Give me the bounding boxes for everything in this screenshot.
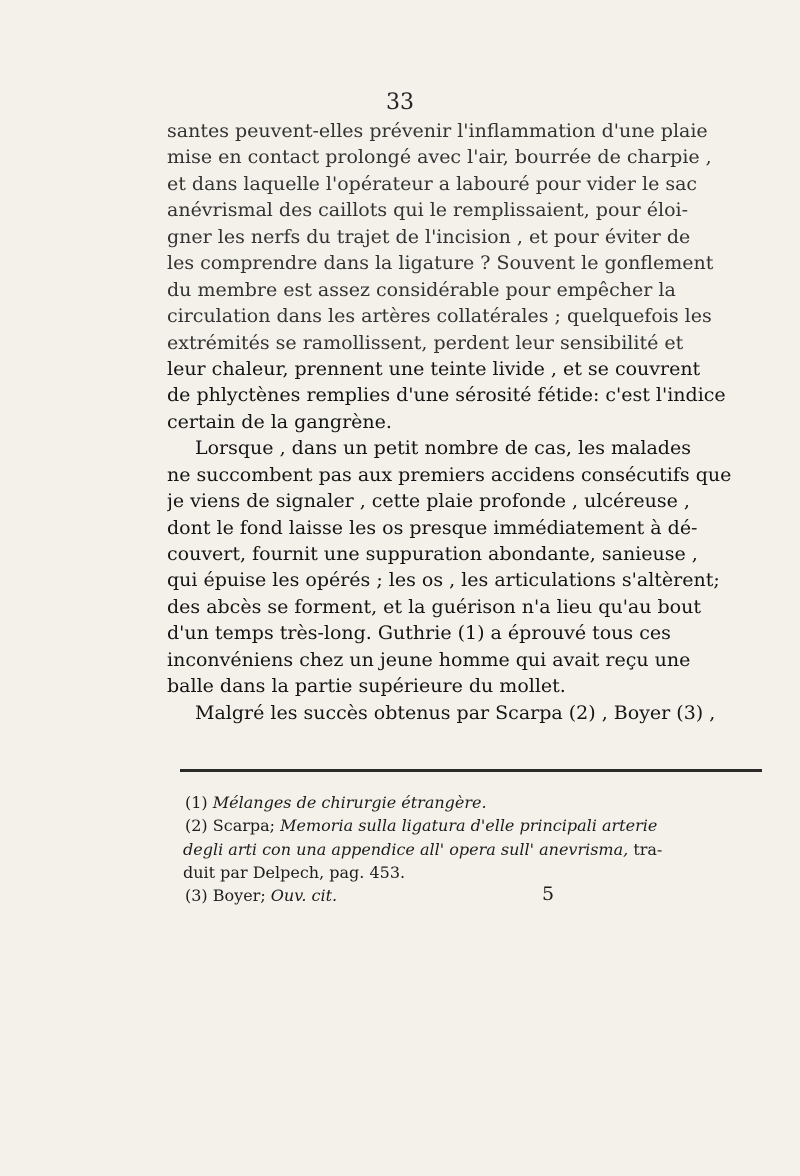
text-line: d'un temps très-long. Guthrie (1) a éprouvé tous ces [167, 622, 671, 645]
page-number: 33 [386, 90, 414, 115]
text-line: anévrismal des caillots qui le remplissaient, pour éloi- [167, 199, 689, 222]
text-line: balle dans la partie supérieure du mollet. [167, 675, 566, 698]
text-line: et dans laquelle l'opérateur a labouré pour vider le sac [167, 172, 698, 195]
text-line: extrémités se ramollissent, perdent leur sensibilité et [167, 331, 684, 354]
footnote-marker: (1) [185, 793, 208, 812]
paragraph-start-line: Lorsque , dans un petit nombre de cas, les malades [195, 437, 691, 460]
footnote-2-line-3: duit par Delpech, pag. 453. [183, 862, 406, 882]
footnote-3 [183, 884, 773, 907]
text-line: circulation dans les artères collatérales ; quelquefois les [167, 305, 712, 328]
text-line: de phlyctènes remplies d'une sérosité fétide: c'est l'indice [167, 384, 726, 407]
paragraph-start-line: Malgré les succès obtenus par Scarpa (2) , Boyer (3) , [195, 701, 716, 724]
footnote-marker: (2) [185, 816, 208, 836]
text-line: gner les nerfs du trajet de l'incision , et pour éviter de [167, 225, 691, 248]
text-line: mise en contact prolongé avec l'air, bourrée de charpie , [167, 146, 712, 169]
text-line: qui épuise les opérés ; les os , les articulations s'altèrent; [167, 569, 720, 592]
text-line: inconvéniens chez un jeune homme qui avait reçu une [167, 648, 691, 671]
text-line: leur chaleur, prennent une teinte livide , et se couvrent [167, 357, 701, 380]
footnote-title: Memoria sulla ligatura d'elle principali arterie [280, 816, 658, 836]
footnote-rule [180, 769, 762, 772]
footnote-1 [183, 791, 773, 814]
footnote-text: tra- [633, 839, 663, 859]
text-line: couvert, fournit une suppuration abondante, sanieuse , [167, 543, 698, 565]
text-line: du membre est assez considérable pour empêcher la [167, 278, 676, 301]
footnote-title-continued: degli arti con una appendice all' opera sull' anevrisma, [183, 839, 629, 859]
footnote-title: Mélanges de chirurgie étrangère. [212, 793, 487, 812]
text-line: les comprendre dans la ligature ? Souvent le gonflement [167, 252, 714, 275]
footnotes [183, 791, 773, 907]
footnote-2 [183, 814, 773, 837]
text-line: ne succombent pas aux premiers accidens consécutifs que [167, 463, 732, 486]
text-line: certain de la gangrène. [167, 410, 392, 433]
text-line: dont le fond laisse les os presque immédiatement à dé- [167, 516, 698, 539]
footnote-2-continued [183, 838, 773, 861]
text-line: je viens de signaler , cette plaie profonde , ulcéreuse , [167, 490, 690, 513]
footnote-marker: (3) [185, 886, 208, 906]
text-line: des abcès se forment, et la guérison n'a lieu qu'au bout [167, 595, 701, 618]
footnote-author: Scarpa; [212, 816, 276, 836]
footnote-title: Ouv. cit. [270, 886, 338, 906]
footnote-author: Boyer; [212, 886, 266, 906]
text-line: santes peuvent-elles prévenir l'inflammation d'une plaie [167, 120, 708, 142]
main-text [167, 118, 767, 726]
signature-mark: 5 [542, 883, 555, 905]
